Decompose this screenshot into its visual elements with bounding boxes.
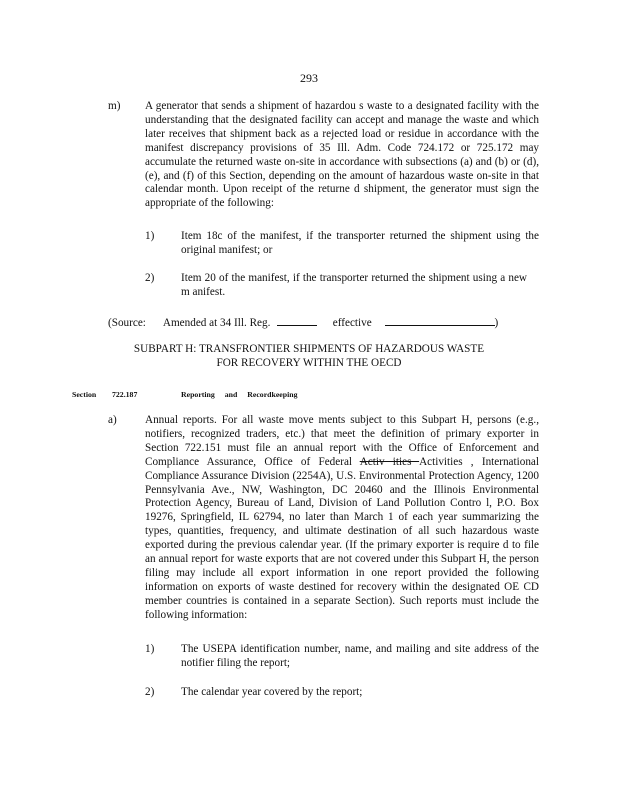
para-a-item-2-marker: 2) — [145, 686, 155, 698]
section-title: Reporting and Recordkeeping — [181, 390, 298, 399]
struck-text: Activ ities — [359, 455, 420, 468]
para-m-item-1-marker: 1) — [145, 230, 155, 242]
para-a-text — [145, 414, 539, 623]
para-a-item-1-text: The USEPA identification number, name, and mailing and site address of the notifier filing the report; — [181, 643, 539, 669]
section-number: 722.187 — [112, 390, 138, 399]
para-m-item-2-marker: 2) — [145, 272, 155, 284]
para-m-text: A generator that sends a shipment of hazardou s waste to a designated facility with the understanding that the designated facility can accept and manage the waste and which later receives that shipment back as a rejected load or residue in accordance with the manifest discrepancy provisions of 35 Ill. Adm. Code 724.172 or 725.172 may accumulate the returned waste on-site in accordance with subsections (a) and (b) or (d), (e), and (f) of this Section, depending on the amount of hazardous waste on-site in that calendar month. Upon receipt of the returne d shipment, the generator must sign the appropriate of the following: — [145, 100, 539, 210]
subpart-line-1: SUBPART H: TRANSFRONTIER SHIPMENTS OF HAZARDOUS WASTE — [133, 343, 485, 355]
para-a-item-1-marker: 1) — [145, 643, 155, 655]
para-a-marker: a) — [108, 414, 117, 426]
para-a-text-part-2: Activities , International Compliance Assurance Division (2254A), U.S. Environmental Protection Agency, 1200 Pennsylvania Ave., NW, Washington, DC 20460 and the Illinois Environmental Protection Agency, Bureau of Land, Division of Land Pollution Contro l, P.O. Box 19276, Springfield, IL 62794, no later than March 1 of each year summarizing the types, quantities, frequency, and ultimate destination of all such hazardous waste exported during the previous calendar year. (If the primary exporter is require d to file an annual report for waste exports that are not covered under this Subpart H, the person filing may include all export information in one report provided the following information on exports of waste destined for recovery within the designated OE CD member countries is contained in a separate Section). Such reports must include the following information: — [145, 455, 540, 621]
subpart-line-2: FOR RECOVERY WITHIN THE OECD — [216, 356, 402, 369]
para-a-text-part-1: Annual reports. For all waste move ments subject to this Subpart H, persons (e.g., notifiers, recognized traders, etc.) that meet the definition of primary exporter in Section 722.151 must file an annual report with the Office of Enforcement and Compliance Assurance, Office of Federal — [145, 414, 539, 468]
para-m-item-2-text: Item 20 of the manifest, if the transporter returned the shipment using a new m anifest. — [181, 272, 527, 298]
source-effective: effective — [332, 317, 372, 329]
effective-date-blank — [385, 315, 495, 326]
subpart-heading — [108, 343, 510, 371]
para-a-item-2-text: The calendar year covered by the report; — [181, 686, 363, 698]
source-close: ) — [494, 317, 499, 329]
source-amended: Amended at 34 Ill. Reg. — [162, 317, 271, 329]
section-label: Section — [72, 390, 97, 399]
page-number: 293 — [300, 71, 318, 85]
source-note — [108, 315, 528, 331]
source-prefix: (Source: — [108, 317, 146, 329]
register-blank — [277, 315, 317, 326]
para-m-item-1-text: Item 18c of the manifest, if the transporter returned the shipment using the original manifest; or — [181, 230, 539, 256]
para-m-marker: m) — [108, 100, 121, 112]
